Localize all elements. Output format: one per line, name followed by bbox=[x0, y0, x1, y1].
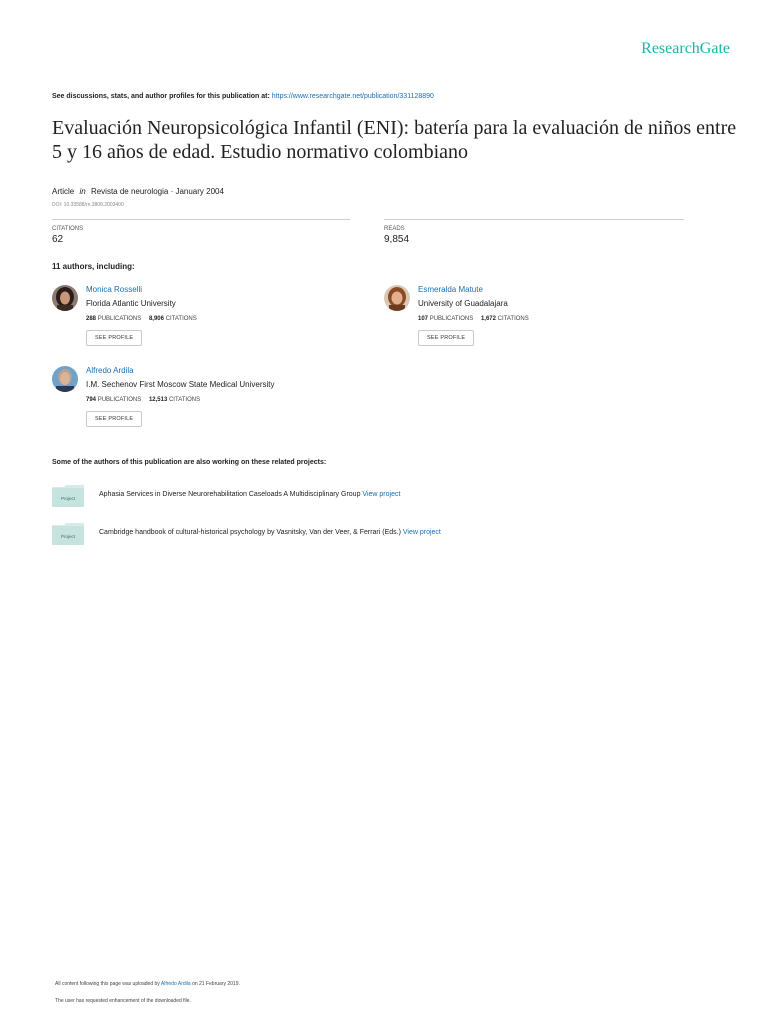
project-text bbox=[99, 529, 441, 536]
project-title: Cambridge handbook of cultural-historical psychology by Vasnitsky, Van der Veer, & Ferrari (Eds.) bbox=[99, 529, 401, 536]
svg-text:Project: Project bbox=[60, 534, 76, 539]
publications-label: PUBLICATIONS bbox=[429, 316, 474, 322]
researchgate-logo[interactable]: ResearchGate bbox=[641, 40, 730, 57]
publications-label: PUBLICATIONS bbox=[97, 397, 142, 403]
citations-count: 1,672 bbox=[480, 316, 496, 322]
author-institution: Florida Atlantic University bbox=[86, 299, 176, 308]
see-profile-button[interactable]: SEE PROFILE bbox=[86, 411, 142, 427]
publication-title: Evaluación Neuropsicológica Infantil (ENI): batería para la evaluación de niños entre 5 y 16 años de edad. Estudio normativo colombiano bbox=[52, 117, 737, 163]
see-profile-button[interactable]: SEE PROFILE bbox=[418, 330, 474, 346]
avatar[interactable] bbox=[52, 285, 78, 311]
citations-divider bbox=[52, 219, 350, 220]
citations-label: CITATIONS bbox=[165, 316, 197, 322]
author-stats bbox=[86, 397, 275, 403]
project-folder-icon bbox=[52, 523, 84, 545]
project-folder-icon bbox=[52, 485, 84, 507]
view-project-link[interactable]: View project bbox=[402, 529, 441, 536]
reads-divider bbox=[384, 219, 684, 220]
reads-value: 9,854 bbox=[384, 234, 410, 245]
publication-type: Article bbox=[52, 187, 75, 196]
view-project-link[interactable]: View project bbox=[362, 491, 401, 498]
citations-label: CITATIONS bbox=[497, 316, 529, 322]
author-institution: I.M. Sechenov First Moscow State Medical University bbox=[86, 380, 275, 389]
citations-label: CITATIONS bbox=[52, 226, 84, 232]
publications-label: PUBLICATIONS bbox=[97, 316, 142, 322]
project-text bbox=[99, 491, 400, 498]
citations-stat bbox=[52, 226, 83, 245]
citations-count: 12,513 bbox=[148, 397, 168, 403]
uploader-link[interactable]: Alfredo Ardila bbox=[160, 981, 191, 987]
reads-label: READS bbox=[384, 226, 405, 232]
author-stats bbox=[86, 316, 197, 322]
author-name-link[interactable]: Monica Rosselli bbox=[86, 285, 143, 294]
enhancement-note: The user has requested enhancement of the downloaded file. bbox=[55, 998, 191, 1004]
citations-label: CITATIONS bbox=[168, 397, 201, 403]
related-projects-heading: Some of the authors of this publication are also working on these related projects: bbox=[52, 459, 327, 466]
reads-stat bbox=[384, 226, 409, 245]
svg-text:Project: Project bbox=[60, 496, 76, 501]
publication-doi: DOI: 10.33588/rn.3808.2003400 bbox=[52, 202, 124, 208]
author-institution: University of Guadalajara bbox=[418, 299, 508, 308]
publications-count: 288 bbox=[86, 316, 97, 322]
publication-date: · January 2004 bbox=[170, 187, 224, 196]
citations-count: 8,906 bbox=[148, 316, 164, 322]
project-title: Aphasia Services in Diverse Neurorehabilitation Caseloads A Multidisciplinary Group bbox=[99, 491, 361, 498]
project-item bbox=[52, 485, 752, 509]
publication-meta bbox=[52, 187, 224, 196]
citations-value: 62 bbox=[52, 234, 64, 245]
upload-note bbox=[55, 981, 240, 987]
upload-prefix: All content following this page was uploaded by bbox=[55, 981, 160, 987]
publications-count: 794 bbox=[86, 397, 97, 403]
authors-heading: 11 authors, including: bbox=[52, 262, 135, 271]
author-name-link[interactable]: Esmeralda Matute bbox=[418, 285, 483, 294]
discussion-prefix: See discussions, stats, and author profiles for this publication at: bbox=[52, 93, 270, 100]
see-profile-button[interactable]: SEE PROFILE bbox=[86, 330, 142, 346]
publication-url-link[interactable]: https://www.researchgate.net/publication/331128890 bbox=[271, 93, 434, 100]
journal-name: Revista de neurologia bbox=[90, 187, 169, 196]
upload-date: on 21 February 2019. bbox=[192, 981, 240, 987]
in-label: in bbox=[79, 187, 86, 196]
project-item bbox=[52, 523, 752, 547]
discussion-line bbox=[52, 93, 434, 100]
avatar[interactable] bbox=[384, 285, 410, 311]
author-name-link[interactable]: Alfredo Ardila bbox=[86, 366, 134, 375]
avatar[interactable] bbox=[52, 366, 78, 392]
publications-count: 107 bbox=[418, 316, 429, 322]
author-stats bbox=[418, 316, 529, 322]
